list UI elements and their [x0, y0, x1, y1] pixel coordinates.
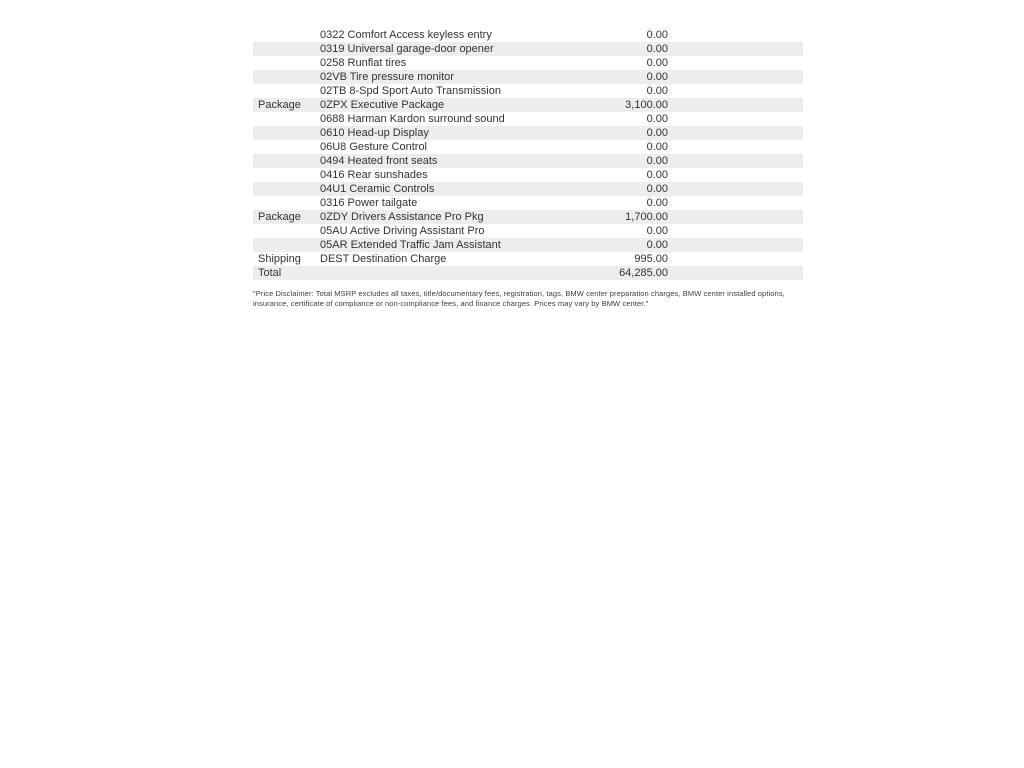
row-spacer	[668, 224, 803, 238]
option-name: Heated front seats	[347, 155, 438, 167]
row-spacer	[668, 238, 803, 252]
row-spacer	[668, 140, 803, 154]
row-price: 0.00	[646, 57, 668, 69]
row-price: 0.00	[646, 141, 668, 153]
row-price: 0.00	[646, 85, 668, 97]
option-code: 04U1	[320, 183, 347, 195]
option-code: 02TB	[320, 85, 347, 97]
option-name: Executive Package	[350, 99, 445, 111]
row-category	[253, 84, 315, 98]
row-description	[315, 56, 565, 70]
row-price: 0.00	[646, 239, 668, 251]
table-row	[253, 154, 803, 168]
row-spacer	[668, 28, 803, 42]
row-spacer	[668, 196, 803, 210]
row-description	[315, 210, 565, 224]
option-name: Gesture Control	[349, 141, 428, 153]
row-spacer	[668, 182, 803, 196]
row-spacer	[668, 42, 803, 56]
option-name: Comfort Access keyless entry	[347, 29, 492, 41]
table-row	[253, 140, 803, 154]
table-row	[253, 210, 803, 224]
table-row	[253, 196, 803, 210]
row-price: 0.00	[646, 197, 668, 209]
option-name: Active Driving Assistant Pro	[349, 225, 485, 237]
row-category	[253, 28, 315, 42]
row-spacer	[668, 154, 803, 168]
option-code: 0688	[320, 113, 345, 125]
option-name: Runflat tires	[347, 57, 407, 69]
table-row	[253, 98, 803, 112]
table-row	[253, 126, 803, 140]
table-row	[253, 238, 803, 252]
row-spacer	[668, 126, 803, 140]
row-description	[315, 182, 565, 196]
row-price: 0.00	[646, 225, 668, 237]
row-category: Shipping	[258, 253, 301, 265]
row-price: 0.00	[646, 43, 668, 55]
row-description	[315, 98, 565, 112]
option-code: 0ZDY	[320, 211, 348, 223]
row-description	[315, 168, 565, 182]
row-spacer	[668, 252, 803, 266]
row-description	[315, 126, 565, 140]
option-name: Tire pressure monitor	[349, 71, 454, 83]
row-price: 1,700.00	[625, 211, 668, 223]
table-row	[253, 182, 803, 196]
row-category	[253, 182, 315, 196]
row-price: 0.00	[646, 71, 668, 83]
row-price: 0.00	[646, 155, 668, 167]
option-name: Drivers Assistance Pro Pkg	[350, 211, 484, 223]
row-spacer	[668, 84, 803, 98]
row-description	[315, 28, 565, 42]
row-description	[315, 84, 565, 98]
option-code: 0319	[320, 43, 345, 55]
row-price: 3,100.00	[625, 99, 668, 111]
option-code: 05AU	[320, 225, 348, 237]
row-description	[315, 224, 565, 238]
row-spacer	[668, 210, 803, 224]
option-code: 05AR	[320, 239, 348, 251]
option-name: Ceramic Controls	[349, 183, 435, 195]
row-description	[315, 154, 565, 168]
option-code: 0ZPX	[320, 99, 348, 111]
row-description	[315, 112, 565, 126]
option-name: Rear sunshades	[347, 169, 428, 181]
option-code: 0416	[320, 169, 345, 181]
row-price: 0.00	[646, 127, 668, 139]
table-row	[253, 266, 803, 280]
row-category	[253, 126, 315, 140]
row-category	[253, 238, 315, 252]
table-row	[253, 252, 803, 266]
row-category	[253, 56, 315, 70]
option-code: 02VB	[320, 71, 347, 83]
table-row	[253, 42, 803, 56]
row-price: 0.00	[646, 183, 668, 195]
table-row	[253, 168, 803, 182]
option-name: Extended Traffic Jam Assistant	[350, 239, 501, 251]
options-table	[253, 28, 803, 280]
row-price: 0.00	[646, 169, 668, 181]
row-category: Package	[258, 211, 301, 223]
option-name: 8-Spd Sport Auto Transmission	[349, 85, 501, 97]
option-name: Destination Charge	[352, 253, 447, 265]
option-name: Head-up Display	[347, 127, 429, 139]
option-code: 06U8	[320, 141, 347, 153]
table-row	[253, 70, 803, 84]
table-row	[253, 28, 803, 42]
table-row	[253, 84, 803, 98]
option-code: DEST	[320, 253, 350, 265]
row-description	[315, 266, 565, 280]
row-description	[315, 196, 565, 210]
row-description	[315, 70, 565, 84]
option-code: 0494	[320, 155, 345, 167]
row-category: Package	[258, 99, 301, 111]
row-price: 995.00	[634, 253, 668, 265]
row-spacer	[668, 56, 803, 70]
row-category: Total	[258, 267, 282, 279]
row-category	[253, 42, 315, 56]
table-row	[253, 56, 803, 70]
row-spacer	[668, 98, 803, 112]
option-code: 0322	[320, 29, 345, 41]
row-category	[253, 196, 315, 210]
row-description	[315, 252, 565, 266]
row-price: 64,285.00	[619, 267, 668, 279]
row-description	[315, 238, 565, 252]
row-category	[253, 154, 315, 168]
row-spacer	[668, 70, 803, 84]
row-spacer	[668, 266, 803, 280]
row-category	[253, 112, 315, 126]
row-category	[253, 70, 315, 84]
row-category	[253, 140, 315, 154]
row-description	[315, 140, 565, 154]
row-price: 0.00	[646, 113, 668, 125]
price-disclaimer: "Price Disclaimer: Total MSRP excludes all taxes, title/documentary fees, registration, tags, BMW center preparation charges, BMW center installed options, insurance, certificate of compliance or non-compliance fees, and finance charges. Prices may vary by BMW center."	[253, 289, 785, 308]
option-code: 0610	[320, 127, 345, 139]
option-name: Harman Kardon surround sound	[347, 113, 505, 125]
option-code: 0316	[320, 197, 345, 209]
table-row	[253, 224, 803, 238]
row-description	[315, 42, 565, 56]
row-spacer	[668, 112, 803, 126]
table-row	[253, 112, 803, 126]
row-spacer	[668, 168, 803, 182]
row-category	[253, 168, 315, 182]
option-name: Universal garage-door opener	[347, 43, 494, 55]
option-name: Power tailgate	[347, 197, 418, 209]
row-price: 0.00	[646, 29, 668, 41]
option-code: 0258	[320, 57, 345, 69]
row-category	[253, 224, 315, 238]
